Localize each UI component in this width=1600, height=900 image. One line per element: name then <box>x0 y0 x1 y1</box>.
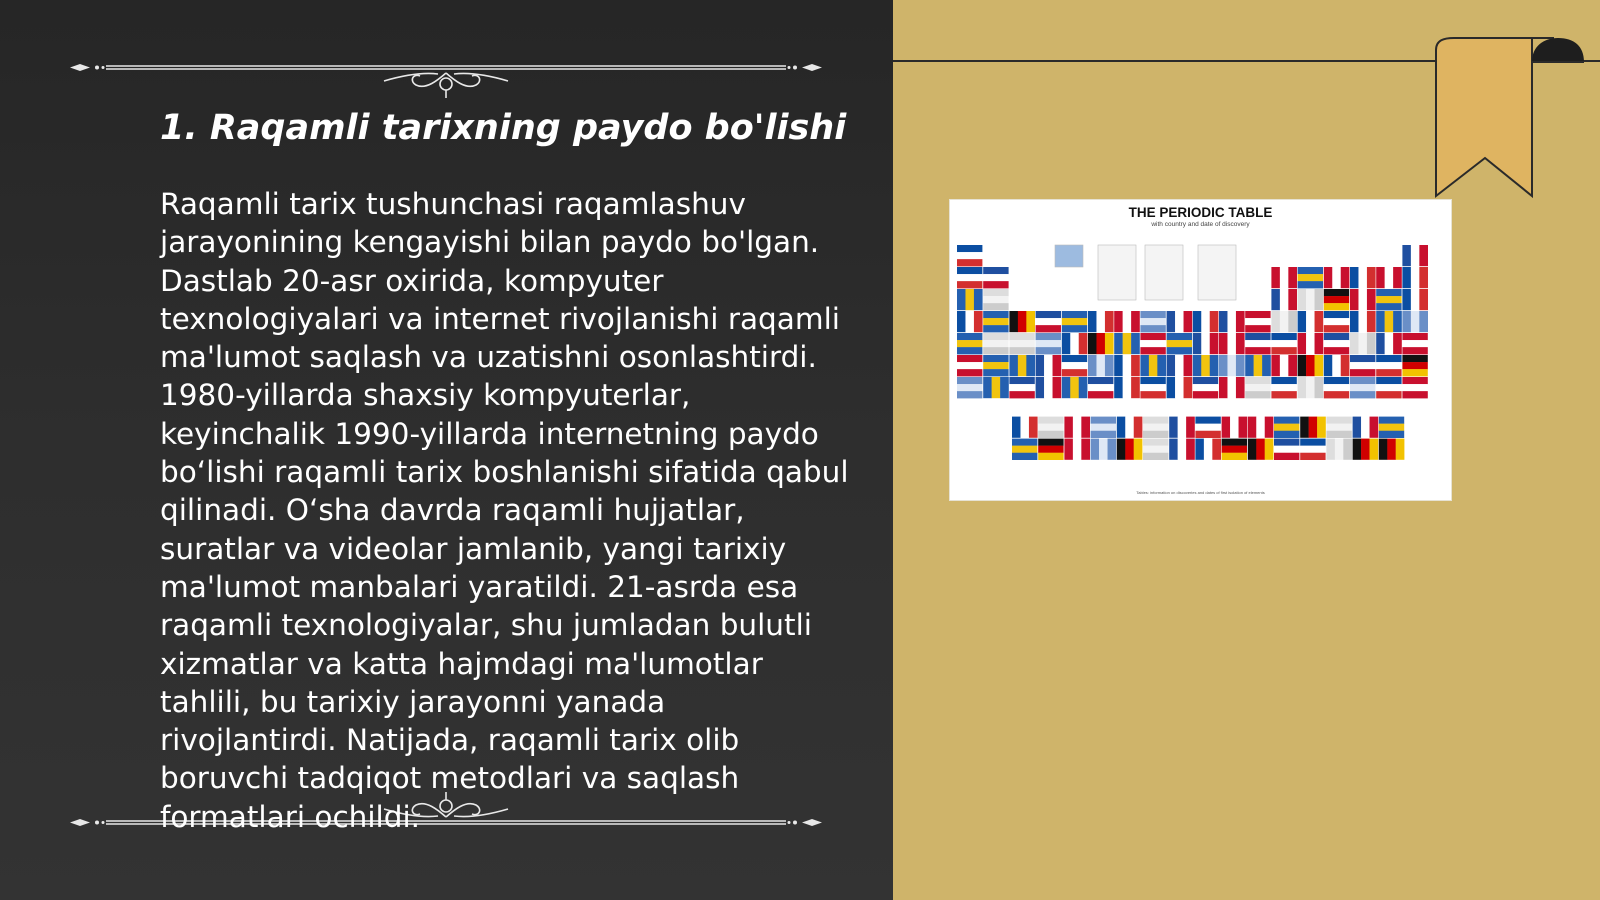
element-cell <box>1062 311 1087 332</box>
element-cell <box>1193 311 1219 332</box>
element-cell <box>1062 377 1088 398</box>
element-cell <box>1009 311 1035 332</box>
periodic-table-grid <box>950 200 1451 500</box>
element-cell <box>1350 355 1375 376</box>
element-cell <box>1245 333 1270 354</box>
element-cell <box>1143 417 1168 438</box>
element-cell <box>1193 333 1219 354</box>
element-cell <box>1038 439 1063 460</box>
element-cell <box>1353 439 1379 460</box>
element-cell <box>1036 311 1061 332</box>
element-cell <box>957 333 982 354</box>
element-cell <box>1324 333 1349 354</box>
element-cell <box>1088 355 1114 376</box>
element-cell <box>1324 377 1349 398</box>
element-cell <box>1219 311 1245 332</box>
element-cell <box>1009 377 1034 398</box>
element-cell <box>1402 333 1427 354</box>
element-cell <box>1271 267 1297 288</box>
element-cell <box>1114 377 1140 398</box>
element-cell <box>1140 333 1165 354</box>
element-cell <box>1350 311 1376 332</box>
element-cell <box>983 333 1008 354</box>
element-cell <box>1300 439 1325 460</box>
element-cell <box>1140 355 1166 376</box>
element-cell <box>1091 439 1117 460</box>
element-cell <box>1376 333 1402 354</box>
element-cell <box>1376 267 1402 288</box>
element-cell <box>1219 355 1245 376</box>
element-cell <box>1298 377 1324 398</box>
element-cell <box>1036 333 1061 354</box>
element-cell <box>1091 417 1116 438</box>
element-cell <box>1324 267 1350 288</box>
element-cell <box>1117 439 1143 460</box>
element-cell <box>1062 355 1087 376</box>
element-cell <box>1402 245 1428 266</box>
element-cell <box>1009 333 1034 354</box>
element-cell <box>1114 355 1140 376</box>
element-cell <box>1012 417 1038 438</box>
element-cell <box>1350 267 1376 288</box>
element-cell <box>957 289 983 310</box>
element-cell <box>1167 377 1193 398</box>
element-cell <box>1117 417 1143 438</box>
element-cell <box>1298 267 1323 288</box>
element-cell <box>983 355 1008 376</box>
element-cell <box>1271 355 1297 376</box>
element-cell <box>1245 377 1270 398</box>
element-cell <box>1402 289 1428 310</box>
element-cell <box>1088 333 1114 354</box>
element-cell <box>1038 417 1063 438</box>
element-cell <box>1248 417 1274 438</box>
element-cell <box>1245 311 1270 332</box>
element-cell <box>1088 377 1113 398</box>
element-cell <box>1012 439 1037 460</box>
legend-box <box>1098 245 1136 300</box>
element-cell <box>983 289 1008 310</box>
element-cell <box>1274 417 1299 438</box>
element-cell <box>1219 377 1245 398</box>
element-cell <box>1140 311 1165 332</box>
legend-box <box>1055 245 1083 267</box>
element-cell <box>1274 439 1299 460</box>
element-cell <box>1167 311 1193 332</box>
element-cell <box>1245 355 1271 376</box>
element-cell <box>1036 355 1062 376</box>
element-cell <box>1379 417 1404 438</box>
element-cell <box>1036 377 1062 398</box>
element-cell <box>1195 439 1221 460</box>
element-cell <box>1064 417 1090 438</box>
periodic-table-footnote: Tables: information on discoveries and dates of first isolation of elements <box>1136 490 1265 495</box>
element-cell <box>1271 289 1297 310</box>
element-cell <box>1298 355 1324 376</box>
element-cell <box>1298 311 1324 332</box>
element-cell <box>1062 333 1088 354</box>
slide-body-text: Raqamli tarix tushunchasi raqamlashuv jarayonining kengayishi bilan paydo bo'lgan. Dastlab 20-asr oxirida, kompyuter texnologiyalari va internet rivojlanishi raqamli ma'lumot saqlash va uzatishni osonlashtirdi. 1980-yillarda shaxsiy kompyuterlar, keyinchalik 1990-yillarda internetning paydo bo‘lishi raqamli tarix boshlanishi sifatida qabul qilinadi. O‘sha davrda raqamli hujjatlar, suratlar va videolar jamlanib, yangi tarixiy ma'lumot manbalari yaratildi. 21-asrda esa raqamli texnologiyalar, shu jumladan bulutli xizmatlar va katta hajmdagi ma'lumotlar tahlili, bu tarixiy jarayonni yanada rivojlantirdi. Natijada, raqamli tarix olib boruvchi tadqiqot metodlari va saqlash formatlari ochildi. <box>160 187 849 834</box>
element-cell <box>1248 439 1274 460</box>
element-cell <box>1376 377 1401 398</box>
element-cell <box>1167 355 1193 376</box>
element-cell <box>957 311 983 332</box>
element-cell <box>1088 311 1114 332</box>
legend-box <box>1145 245 1183 300</box>
element-cell <box>1350 377 1375 398</box>
ornament-top-divider <box>66 40 826 100</box>
element-cell <box>1324 355 1350 376</box>
periodic-table-image <box>950 200 1451 500</box>
element-cell <box>1193 377 1218 398</box>
element-cell <box>957 267 982 288</box>
periodic-table-title: THE PERIODIC TABLE <box>1128 205 1273 220</box>
element-cell <box>1193 355 1219 376</box>
element-cell <box>1326 417 1351 438</box>
element-cell <box>1219 333 1245 354</box>
element-cell <box>1114 311 1140 332</box>
element-cell <box>1271 377 1296 398</box>
bookmark-ribbon-icon <box>1434 36 1584 201</box>
element-cell <box>1009 355 1035 376</box>
element-cell <box>1114 333 1140 354</box>
element-cell <box>1064 439 1090 460</box>
element-cell <box>1143 439 1168 460</box>
element-cell <box>1169 439 1195 460</box>
element-cell <box>1271 333 1296 354</box>
element-cell <box>983 267 1008 288</box>
element-cell <box>1376 311 1402 332</box>
element-cell <box>1376 355 1401 376</box>
element-cell <box>1350 333 1376 354</box>
element-cell <box>1300 417 1326 438</box>
element-cell <box>1271 311 1297 332</box>
element-cell <box>1195 417 1220 438</box>
element-cell <box>1402 355 1427 376</box>
element-cell <box>1298 289 1324 310</box>
element-cell <box>1169 417 1195 438</box>
element-cell <box>1140 377 1165 398</box>
element-cell <box>1353 417 1379 438</box>
element-cell <box>1324 289 1349 310</box>
element-cell <box>1402 267 1428 288</box>
element-cell <box>1402 311 1428 332</box>
element-cell <box>957 245 982 266</box>
legend-box <box>1198 245 1236 300</box>
element-cell <box>957 355 982 376</box>
element-cell <box>1298 333 1324 354</box>
element-cell <box>957 377 982 398</box>
element-cell <box>1402 377 1427 398</box>
element-cell <box>1376 289 1401 310</box>
element-cell <box>1350 289 1376 310</box>
element-cell <box>1222 417 1248 438</box>
element-cell <box>983 311 1008 332</box>
slide-title: 1. Raqamli tarixning paydo bo'lishi <box>160 108 847 148</box>
element-cell <box>1324 311 1349 332</box>
element-cell <box>1222 439 1247 460</box>
element-cell <box>1167 333 1192 354</box>
element-cell <box>983 377 1009 398</box>
periodic-table-subtitle: with country and date of discovery <box>1151 221 1250 228</box>
element-cell <box>1326 439 1352 460</box>
element-cell <box>1379 439 1405 460</box>
